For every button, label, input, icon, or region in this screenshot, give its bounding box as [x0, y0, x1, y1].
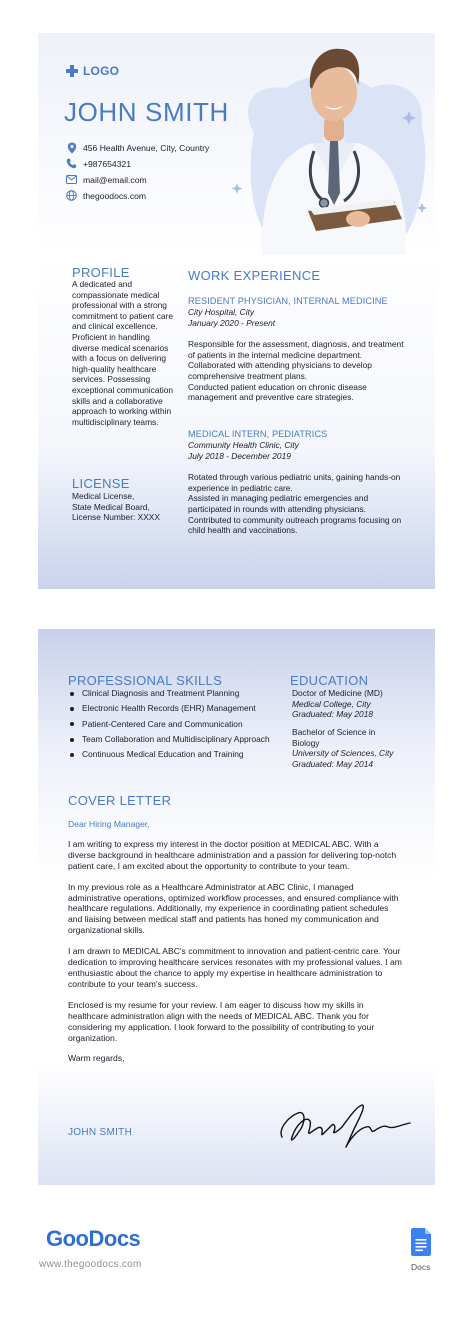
- medical-cross-icon: [66, 65, 78, 77]
- location-pin-icon: [65, 141, 78, 154]
- contact-phone: [65, 156, 209, 171]
- skill-item: Clinical Diagnosis and Treatment Planning: [70, 686, 270, 701]
- contact-list: [65, 140, 209, 204]
- education-school: Medical College, City: [292, 698, 371, 709]
- job-place: City Hospital, City: [188, 307, 255, 317]
- license-line: State Medical Board,: [72, 501, 150, 512]
- work-experience-heading: WORK EXPERIENCE: [188, 268, 321, 283]
- contact-website-text: thegoodocs.com: [83, 190, 147, 201]
- job-place: Community Health Clinic, City: [188, 440, 299, 450]
- education-entry: [292, 688, 412, 720]
- education-date: Graduated: May 2018: [292, 709, 374, 720]
- job-duty: Contributed to community outreach programs focusing on child health and vaccinations.: [188, 514, 402, 536]
- job-title: RESIDENT PHYSICIAN, INTERNAL MEDICINE: [188, 296, 388, 306]
- cover-letter-body: [68, 819, 402, 1074]
- skills-heading: PROFESSIONAL SKILLS: [68, 673, 223, 688]
- globe-icon: [65, 189, 78, 202]
- contact-website: [65, 188, 209, 203]
- goodocs-logo[interactable]: GooDocs: [46, 1226, 141, 1251]
- license-line: License Number: XXXX: [72, 512, 160, 523]
- job-duty: Assisted in managing pediatric emergencies and participated in rounds with attending physicians.: [188, 493, 369, 514]
- job-dates: July 2018 - December 2019: [188, 450, 291, 461]
- skill-item: Electronic Health Records (EHR) Management: [70, 701, 270, 716]
- job-dates: January 2020 - Present: [188, 317, 276, 328]
- contact-phone-text: +987654321: [83, 158, 132, 169]
- cover-letter-page: [38, 629, 435, 1185]
- handwritten-signature: [276, 1099, 414, 1149]
- job-duty: Conducted patient education on chronic disease management and preventive care strategies.: [188, 381, 367, 403]
- education-date: Graduated: May 2014: [292, 758, 374, 769]
- skill-item: Patient-Centered Care and Communication: [70, 717, 270, 732]
- skill-item: Team Collaboration and Multidisciplinary Approach: [70, 732, 270, 747]
- license-block: [72, 491, 160, 523]
- footer-url[interactable]: www.thegoodocs.com: [39, 1259, 142, 1270]
- contact-email: [65, 172, 209, 187]
- skill-item: Continuous Medical Education and Training: [70, 747, 270, 762]
- job-duty: Collaborated with attending physicians to develop comprehensive treatment plans.: [188, 360, 372, 381]
- letter-paragraph: Enclosed is my resume for your review. I am eager to discuss how my skills in healthcare administration align with the needs of MEDICAL ABC. Thank you for considering my application. I look forward to the possibility of contributing to your organization.: [68, 999, 375, 1043]
- job-title: MEDICAL INTERN, PEDIATRICS: [188, 429, 328, 439]
- skills-list: [70, 686, 270, 762]
- job-duties: [188, 339, 408, 403]
- docs-label: Docs: [411, 1262, 431, 1272]
- education-degree: Bachelor of Science in Biology: [292, 727, 376, 748]
- job-duty: Responsible for the assessment, diagnosis, and treatment of patients in the internal medicine department.: [188, 339, 404, 360]
- letter-paragraph: I am writing to express my interest in the doctor position at MEDICAL ABC. With a diverse background in healthcare administration and a passion for delivering top-notch patient care, I am excited about the opportunity to contribute to your team.: [68, 838, 397, 871]
- cover-letter-heading: COVER LETTER: [68, 793, 172, 808]
- license-heading: LICENSE: [72, 476, 130, 491]
- contact-address-text: 456 Health Avenue, City, Country: [83, 142, 210, 153]
- phone-icon: [65, 157, 78, 170]
- contact-address: [65, 140, 209, 155]
- education-heading: EDUCATION: [290, 673, 369, 688]
- license-line: Medical License,: [72, 491, 135, 501]
- profile-heading: PROFILE: [72, 265, 130, 280]
- resume-page: [38, 33, 435, 589]
- profile-text: A dedicated and compassionate medical professional with a strong commitment to patient care and clinical excellence. Proficient in handling diverse medical scenarios with a focus on delivering high-quality healthcare services. Possessing exceptional communication skills and a collaborative approach to working within multidisciplinary teams.: [72, 279, 174, 427]
- job-entry: [188, 296, 408, 403]
- job-entry: [188, 429, 408, 536]
- logo-text: LOGO: [83, 64, 120, 78]
- letter-closing: Warm regards,: [68, 1053, 125, 1064]
- letter-signature-name: JOHN SMITH: [68, 1127, 133, 1138]
- job-duty: Rotated through various pediatric units, gaining hands-on experience in pediatric care.: [188, 472, 401, 493]
- contact-email-text: mail@email.com: [83, 174, 147, 185]
- letter-paragraph: In my previous role as a Healthcare Administrator at ABC Clinic, I managed administrative operations, optimized workflow processes, and ensured compliance with healthcare regulations. Additionally, my experience in coordinating patient schedules and liaising between medical staff and patients has honed my communication and organizational skills.: [68, 881, 399, 936]
- education-school: University of Sciences, City: [292, 748, 394, 759]
- education-entry: [292, 727, 396, 769]
- google-docs-icon[interactable]: [411, 1228, 431, 1256]
- mail-icon: [65, 173, 78, 186]
- logo: [66, 64, 119, 78]
- job-duties: [188, 472, 408, 536]
- letter-paragraph: I am drawn to MEDICAL ABC's commitment to innovation and patient-centric care. Your dedication to improving healthcare services resonates with my professional values. I am enthusiastic about the chance to apply my expertise in healthcare administration to contribute to your team's success.: [68, 946, 402, 989]
- letter-greeting: Dear Hiring Manager,: [68, 819, 150, 829]
- candidate-name: JOHN SMITH: [64, 97, 229, 127]
- doctor-photo: [226, 33, 435, 255]
- education-degree: Doctor of Medicine (MD): [292, 688, 383, 698]
